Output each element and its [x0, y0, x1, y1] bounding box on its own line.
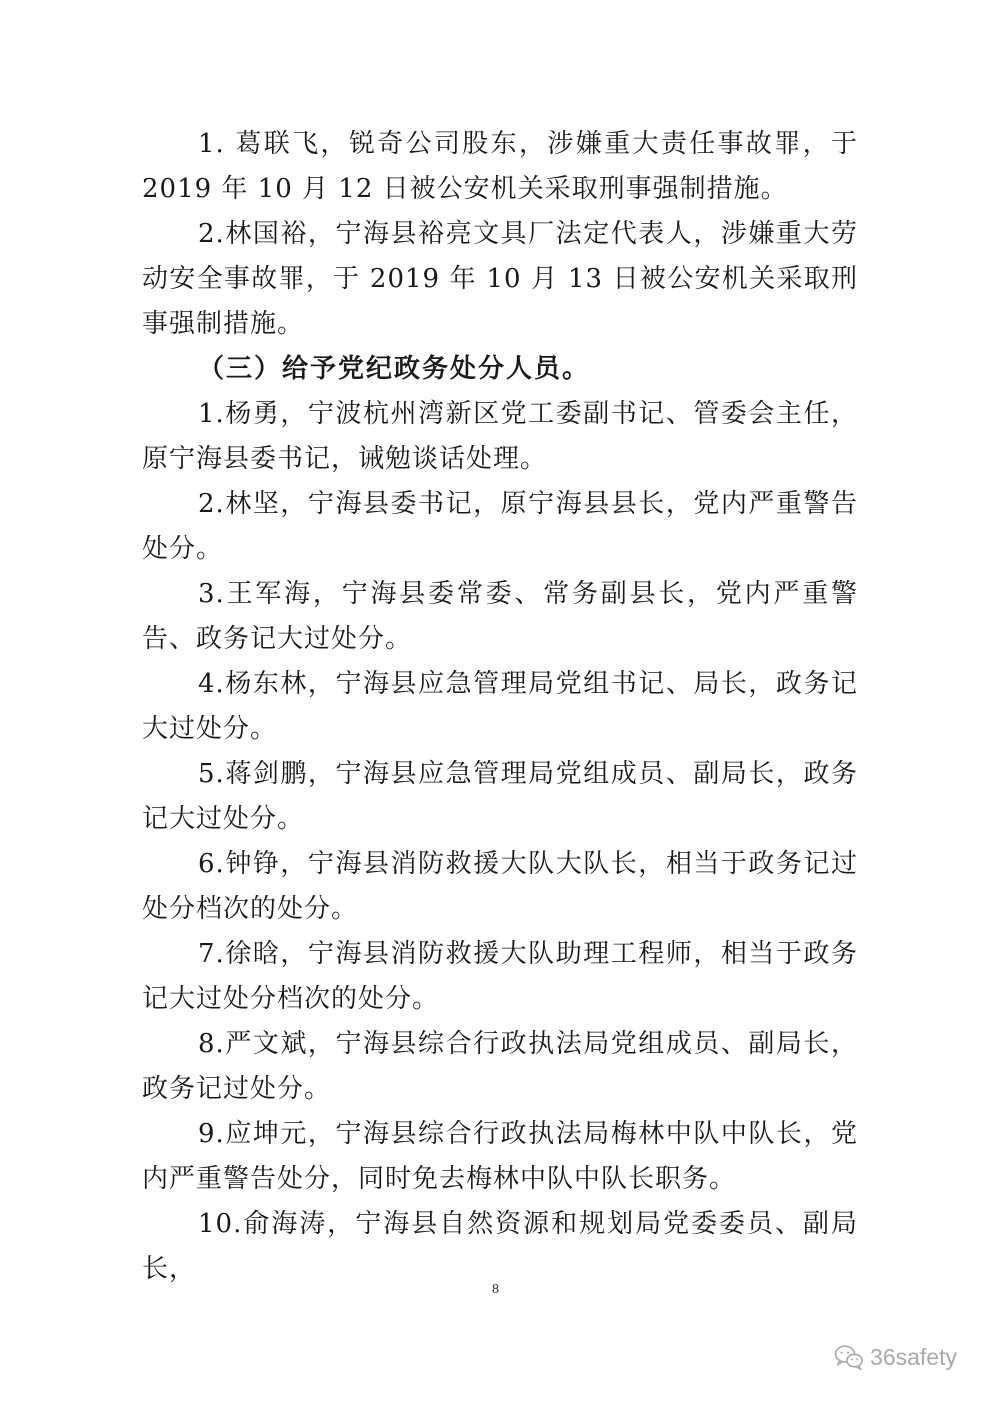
paragraph-5: 2.林坚，宁海县委书记，原宁海县县长，党内严重警告处分。 [142, 489, 858, 564]
watermark-text: 36safety [870, 1343, 957, 1370]
wechat-icon [834, 1344, 864, 1370]
paragraph-12: 9.应坤元，宁海县综合行政执法局梅林中队中队长，党内严重警告处分，同时免去梅林中队中队长职务。 [142, 1119, 858, 1194]
page-number: 8 [492, 1282, 499, 1297]
paragraph-8: 5.蒋剑鹏，宁海县应急管理局党组成员、副局长，政务记大过处分。 [142, 759, 858, 834]
document-body [142, 122, 858, 1292]
paragraph-13: 10.俞海涛，宁海县自然资源和规划局党委委员、副局长， [142, 1209, 858, 1284]
section-heading: （三）给予党纪政务处分人员。 [198, 354, 591, 384]
paragraph-10: 7.徐晗，宁海县消防救援大队助理工程师，相当于政务记大过处分档次的处分。 [142, 939, 858, 1014]
paragraph-9: 6.钟铮，宁海县消防救援大队大队长，相当于政务记过处分档次的处分。 [142, 849, 858, 924]
paragraph-7: 4.杨东林，宁海县应急管理局党组书记、局长，政务记大过处分。 [142, 669, 858, 744]
paragraph-6: 3.王军海，宁海县委常委、常务副县长，党内严重警告、政务记大过处分。 [142, 579, 858, 654]
paragraph-4: 1.杨勇，宁波杭州湾新区党工委副书记、管委会主任，原宁海县委书记，诫勉谈话处理。 [142, 399, 858, 474]
paragraph-2: 2.林国裕，宁海县裕亮文具厂法定代表人，涉嫌重大劳动安全事故罪，于 2019 年 10 月 13 日被公安机关采取刑事强制措施。 [142, 219, 858, 339]
paragraph-11: 8.严文斌，宁海县综合行政执法局党组成员、副局长，政务记过处分。 [142, 1029, 858, 1104]
paragraph-1: 1. 葛联飞，锐奇公司股东，涉嫌重大责任事故罪，于 2019 年 10 月 12 日被公安机关采取刑事强制措施。 [142, 129, 858, 204]
watermark [834, 1342, 957, 1372]
